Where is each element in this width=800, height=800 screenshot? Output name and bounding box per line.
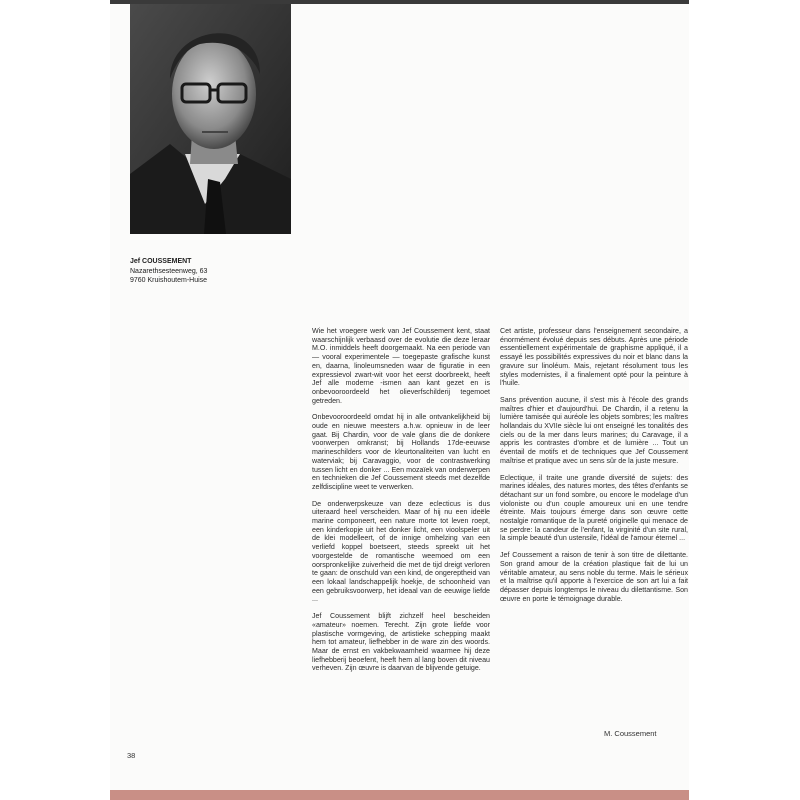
artist-portrait-photo — [130, 4, 291, 234]
french-paragraph: Cet artiste, professeur dans l'enseignement secondaire, a énormément évolué depuis ses débuts. Après une période essentiellement expérimentale de graphisme appliqué, il a essayé les possibilités expressives du noir et blanc dans la gravure sur linoléum. Mais, rejetant résolument tous les styles modernistes, il a finalement opté pour la peinture à l'huile. — [500, 327, 688, 388]
portrait-illustration — [130, 4, 291, 234]
dutch-paragraph: De onderwerpskeuze van deze eclecticus is dus uiteraard heel verscheiden. Maar of hij nu een ideële marine componeert, een nature morte tot leven roept, een kinderkopje uit het donker licht, een vioolspeler uit de klei modelleert, of de innige omhelzing van een verliefd koppel boetseert, steeds spreekt uit het voorgestelde de romantische weemoed om een oorspronkelijke zuiverheid die met de tijd dreigt verloren te gaan: de onschuld van een kind, de ongereptheid van een lokaal landschappelijk hoekje, de schoonheid van een gebruiksvoorwerp, het ideaal van de eeuwige liefde ... — [312, 499, 490, 604]
french-paragraph: Eclectique, il traite une grande diversité de sujets: des marines idéales, des natures mortes, des têtes d'enfants se détachant sur un fond sombre, ou encore le modelage d'un violoniste ou d'un couple amoureux uni en une tendre étreinte. Mais toujours émerge dans son œuvre cette nostalgie romantique de la pureté originelle qui menace de se perdre: la candeur de l'enfant, la virginité d'un site rural, la simple beauté d'un ustensile, l'idéal de l'amour éternel ... — [500, 473, 688, 543]
artist-name: Jef COUSSEMENT — [130, 258, 192, 265]
dutch-text-column — [312, 327, 490, 681]
dutch-paragraph: Wie het vroegere werk van Jef Coussement kent, staat waarschijnlijk verbaasd over de evolutie die deze leraar M.O. inmiddels heeft doorgemaakt. Na een periode van — vooral experimentele — toegepaste grafische kunst en, daarna, linoleumsneden waar de figuratie in een expressievol zwart-wit voor het eerst doorbreekt, heeft Jef alle moderne -ismen aan kant gezet en is onbevooroordeeld het olieverfschilderij tegemoet getreden. — [312, 327, 490, 405]
catalog-page — [110, 0, 689, 800]
artist-street: Nazarethsesteenweg, 63 — [130, 267, 208, 275]
artist-city: 9760 Kruishoutem-Huise — [130, 277, 208, 284]
french-text-column — [500, 327, 688, 611]
bottom-edge-band — [110, 790, 689, 800]
artist-caption — [130, 257, 207, 286]
page-number: 38 — [127, 751, 136, 760]
dutch-paragraph: Jef Coussement blijft zichzelf heel bescheiden «amateur» noemen. Terecht. Zijn grote liefde voor plastische vormgeving, de artistieke schepping maakt hem tot amateur, liefhebber in de ware zin des woords. Maar de ernst en vakbekwaamheid waarmee hij deze liefhebberij beoefent, heeft hem al lang boven dit niveau verheven. Zijn œuvre is daarvan de blijvende getuige. — [312, 612, 490, 673]
french-paragraph: Jef Coussement a raison de tenir à son titre de dilettante. Son grand amour de la création plastique fait de lui un véritable amateur, au sens noble du terme. Mais le sérieux et la maîtrise qu'il apporte à l'exercice de son art lui a fait dépasser depuis longtemps le niveau du dilettantisme. Son œuvre en porte le témoignage durable. — [500, 551, 688, 603]
french-paragraph: Sans prévention aucune, il s'est mis à l'école des grands maîtres d'hier et d'aujourd'hui. De Chardin, il a retenu la lumière tamisée qui auréole les objets sombres; les maîtres hollandais du XVIIe siècle lui ont enseigné les tonalités des ciels ou de la mer dans leurs marines; du Caravage, il a appris les contrastes d'ombre et de lumière ... Tout un éventail de motifs et de techniques que Jef Coussement maîtrise et pratique avec un sens sûr de la juste mesure. — [500, 395, 688, 465]
author-signature: M. Coussement — [604, 729, 657, 738]
dutch-paragraph: Onbevooroordeeld omdat hij in alle ontvankelijkheid bij oude en nieuwe meesters a.h.w. opnieuw in de leer gaat. Bij Chardin, voor de vale glans die de donkere voorwerpen omkranst; bij Hollands 17de-eeuwse marineschilders voor de kleurtonaliteiten van lucht en waterviak; bij Caravaggio, voor de contrastwerking tussen licht en donker ... Een mozaïek van onderwerpen en technieken die Jef Coussement steeds met dezelfde zelfdiscipline weet te verwerken. — [312, 413, 490, 491]
